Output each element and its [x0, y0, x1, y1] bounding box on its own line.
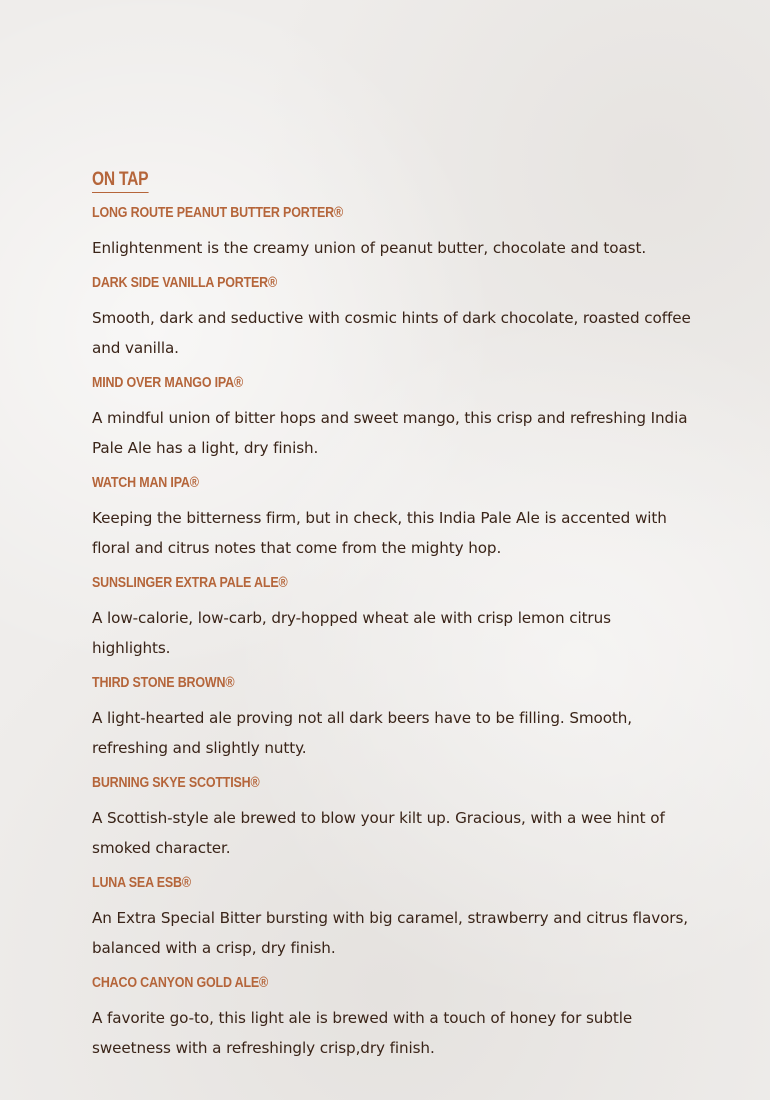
beer-description: Smooth, dark and seductive with cosmic hints of dark chocolate, roasted coffee and vanilla. [92, 309, 691, 357]
beer-name: THIRD STONE BROWN® [92, 675, 235, 691]
beer-name: LUNA SEA ESB® [92, 875, 191, 891]
beer-name: WATCH MAN IPA® [92, 475, 199, 491]
beer-name: DARK SIDE VANILLA PORTER® [92, 275, 278, 291]
beer-name: BURNING SKYE SCOTTISH® [92, 775, 260, 791]
beer-item [92, 773, 692, 863]
beer-item [92, 473, 692, 563]
beer-item [92, 373, 692, 463]
beer-description: A light-hearted ale proving not all dark beers have to be filling. Smooth, refreshing and slightly nutty. [92, 709, 633, 757]
beer-item [92, 203, 692, 263]
section-title: ON TAP [92, 168, 148, 193]
beer-item [92, 673, 692, 763]
beer-name: CHACO CANYON GOLD ALE® [92, 975, 269, 991]
beer-description: An Extra Special Bitter bursting with big caramel, strawberry and citrus flavors, balanced with a crisp, dry finish. [92, 909, 688, 957]
beer-description: Keeping the bitterness firm, but in check, this India Pale Ale is accented with floral and citrus notes that come from the mighty hop. [92, 509, 667, 557]
beer-description: A mindful union of bitter hops and sweet mango, this crisp and refreshing India Pale Ale has a light, dry finish. [92, 409, 688, 457]
beer-item [92, 273, 692, 363]
beer-name: LONG ROUTE PEANUT BUTTER PORTER® [92, 205, 344, 221]
beer-name: SUNSLINGER EXTRA PALE ALE® [92, 575, 288, 591]
beer-item [92, 873, 692, 963]
beer-item [92, 573, 692, 663]
on-tap-menu [92, 168, 692, 1073]
beer-description: A favorite go-to, this light ale is brewed with a touch of honey for subtle sweetness with a refreshingly crisp,dry finish. [92, 1009, 633, 1057]
beer-description: Enlightenment is the creamy union of peanut butter, chocolate and toast. [92, 239, 647, 257]
beer-item [92, 973, 692, 1063]
beer-description: A Scottish-style ale brewed to blow your kilt up. Gracious, with a wee hint of smoked character. [92, 809, 665, 857]
beer-description: A low-calorie, low-carb, dry-hopped wheat ale with crisp lemon citrus highlights. [92, 609, 611, 657]
beer-name: MIND OVER MANGO IPA® [92, 375, 244, 391]
